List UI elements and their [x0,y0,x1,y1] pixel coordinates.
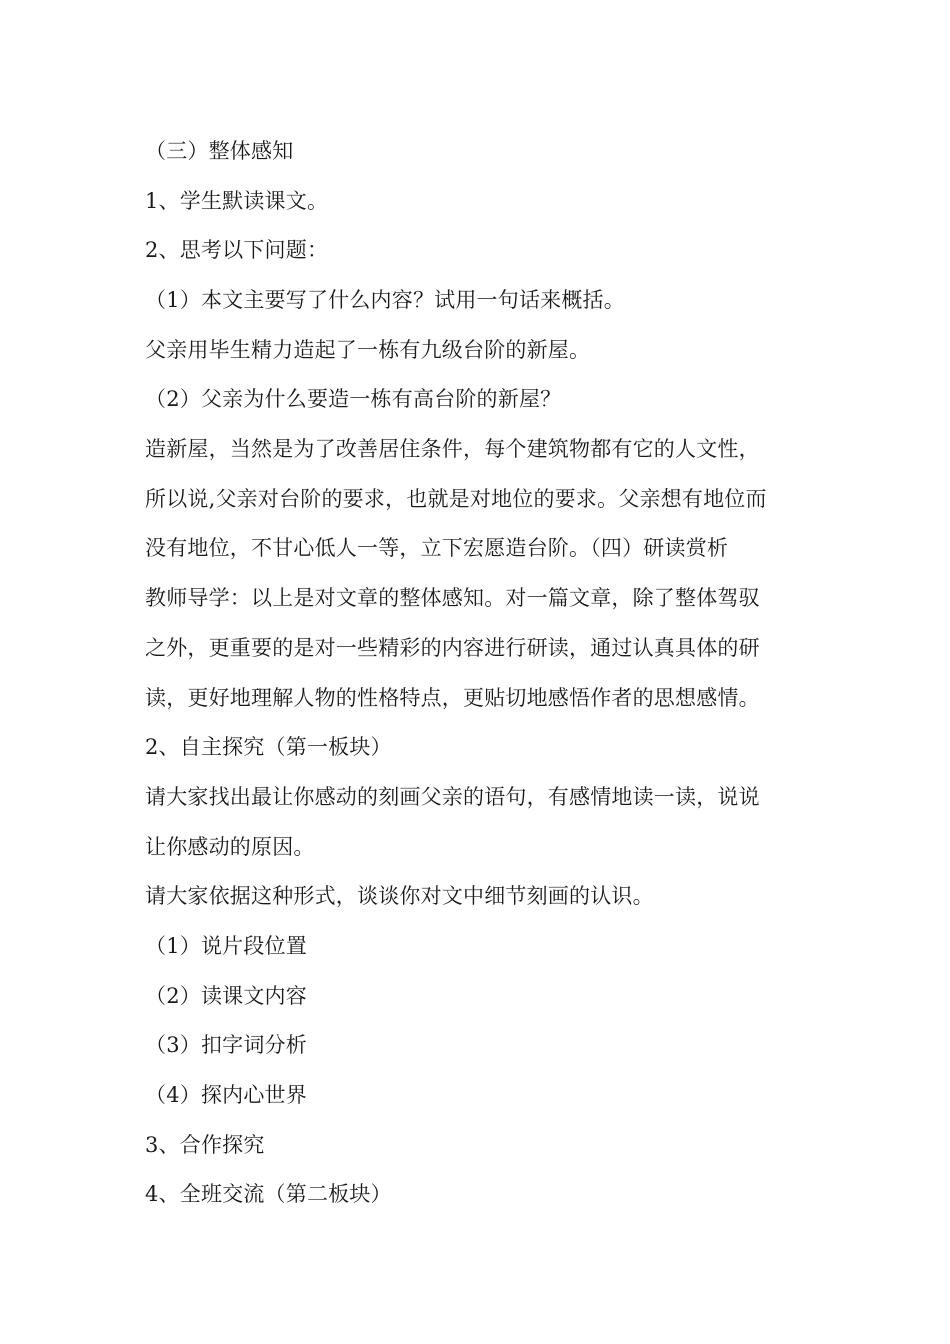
question-1: （1）本文主要写了什么内容？试用一句话来概括。 [145,288,625,312]
step-independent-inquiry: 2、自主探究（第一板块） [145,735,392,759]
answer-2-line-1: 造新屋，当然是为了改善居住条件，每个建筑物都有它的人文性， [145,437,760,461]
instruction-detail-analysis: 请大家依据这种形式，谈谈你对文中细节刻画的认识。 [145,884,654,908]
teacher-guide-line-1: 教师导学：以上是对文章的整体感知。对一篇文章，除了整体驾驭 [145,586,760,610]
section-heading-overall-perception: （三）整体感知 [145,139,294,163]
answer-2-line-2: 所以说,父亲对台阶的要求，也就是对地位的要求。父亲想有地位而 [145,487,767,511]
answer-2-line-3: 没有地位，不甘心低人一等，立下宏愿造台阶。（四）研读赏析 [145,536,729,560]
step-think-questions: 2、思考以下问题： [145,238,329,262]
instruction-find-sentences-line-2: 让你感动的原因。 [145,835,315,859]
step-cooperative-inquiry: 3、合作探究 [145,1133,265,1157]
method-step-3: （3）扣字词分析 [145,1033,307,1057]
instruction-find-sentences-line-1: 请大家找出最让你感动的刻画父亲的语句，有感情地读一读，说说 [145,785,760,809]
teacher-guide-line-2: 之外，更重要的是对一些精彩的内容进行研读，通过认真具体的研 [145,636,760,660]
step-class-discussion: 4、全班交流（第二板块） [145,1182,392,1206]
method-step-2: （2）读课文内容 [145,984,307,1008]
question-2: （2）父亲为什么要造一栋有高台阶的新屋？ [145,387,562,411]
method-step-4: （4）探内心世界 [145,1083,307,1107]
answer-1: 父亲用毕生精力造起了一栋有九级台阶的新屋。 [145,338,591,362]
method-step-1: （1）说片段位置 [145,934,307,958]
step-silent-reading: 1、学生默读课文。 [145,189,329,213]
teacher-guide-line-3: 读，更好地理解人物的性格特点，更贴切地感悟作者的思想感情。 [145,686,760,710]
